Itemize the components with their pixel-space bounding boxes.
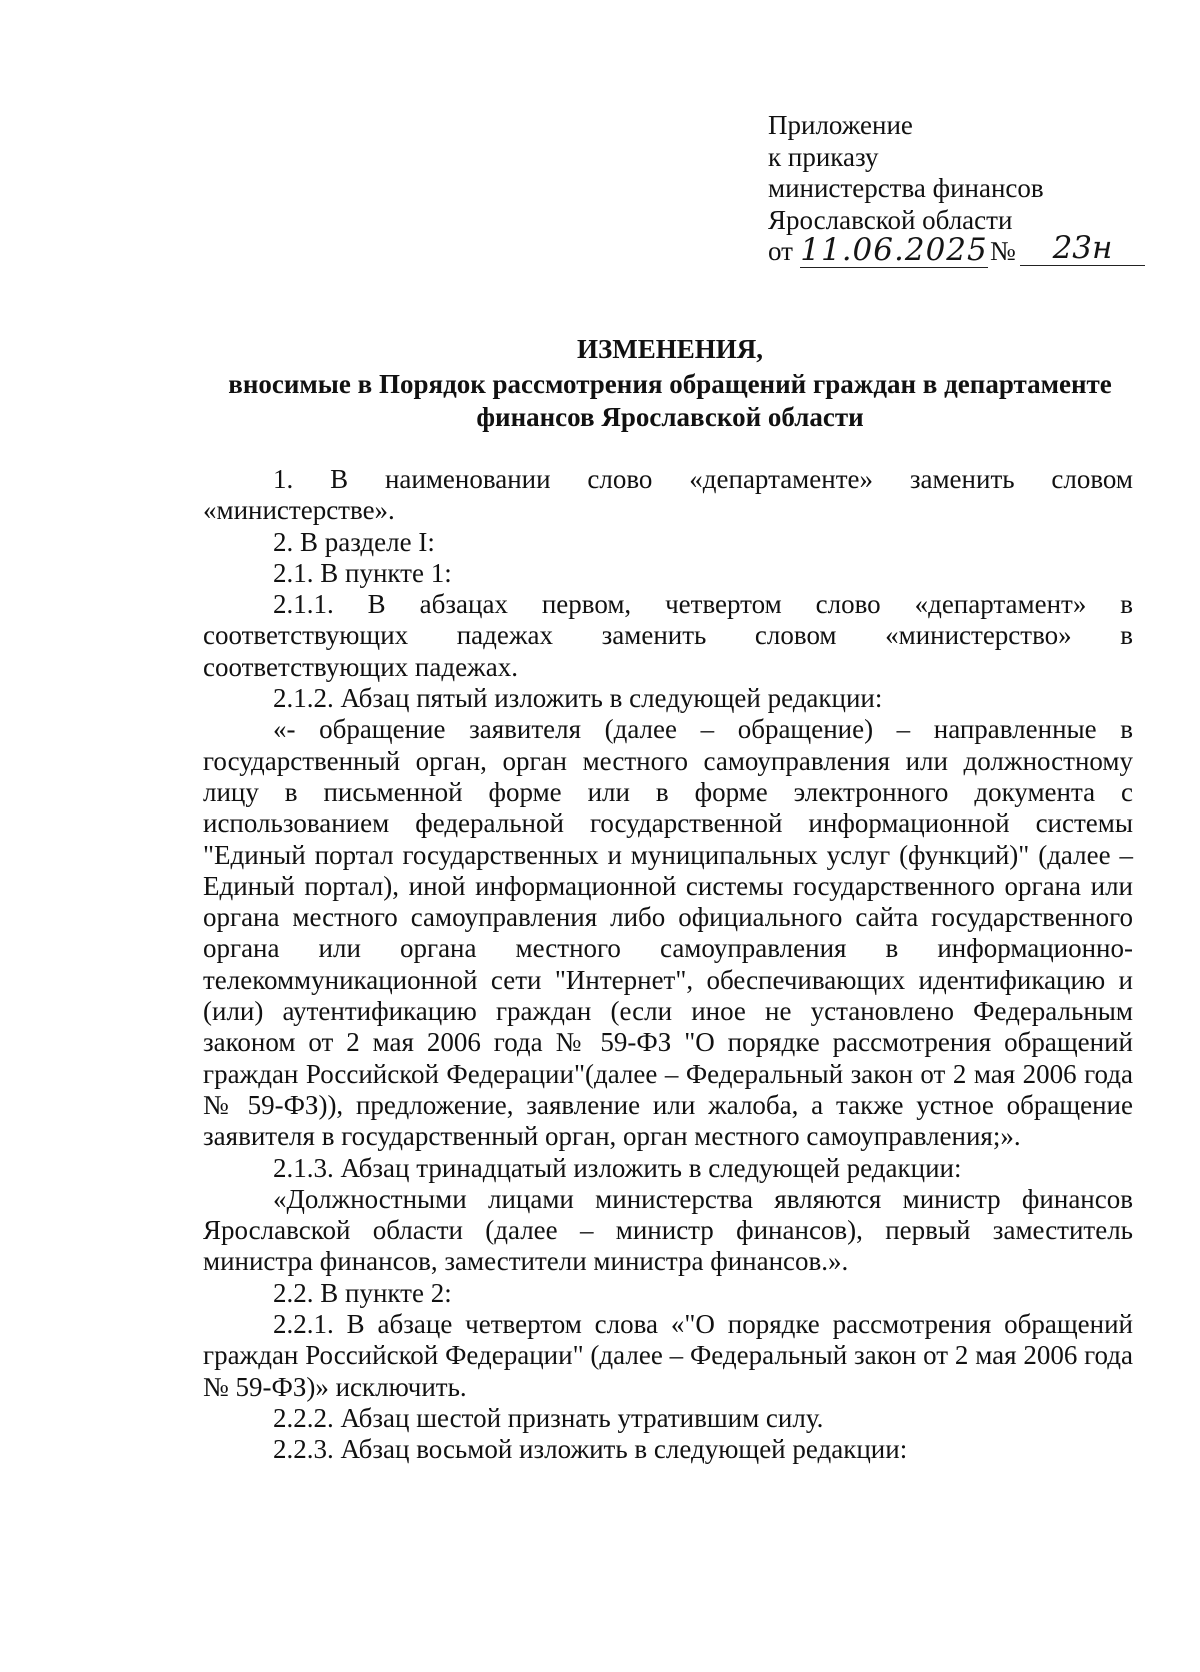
paragraph-7: 2.1.3. Абзац тринадцатый изложить в следующей редакции: — [273, 1152, 962, 1183]
handwritten-order-number: 23н — [1020, 231, 1145, 266]
document-subtitle-line-2: финансов Ярославской области — [476, 402, 864, 432]
appendix-line-3: министерства финансов — [768, 173, 1044, 203]
paragraph-6: «- обращение заявителя (далее – обращение) – направленные в государственный орган, орган местного самоуправления или должностному лицу в письменной форме или в форме электронного документа с использованием федеральной государственной информационной системы "Единый портал государственных и муниципальных услуг (функций)" (далее – Единый портал), иной информационной системы государственного органа или органа местного самоуправления либо официального сайта государственного органа или органа местного самоуправления в информационно-телекоммуникационной сети "Интернет", обеспечивающих идентификацию и (или) аутентификацию граждан (если иное не установлено Федеральным законом от 2 мая 2006 года № 59-ФЗ "О порядке рассмотрения обращений граждан Российской Федерации"(далее – Федеральный закон от 2 мая 2006 года № 59-ФЗ)), предложение, заявление или жалоба, а также устное обращение заявителя в государственный орган, орган местного самоуправления;». — [203, 714, 1133, 1152]
paragraph-2: 2. В разделе I: — [273, 526, 435, 557]
appendix-line-1: Приложение — [768, 110, 913, 140]
number-sign: № — [990, 236, 1016, 266]
handwritten-date: 11.06.2025 — [800, 232, 988, 268]
appendix-header — [768, 110, 1168, 270]
appendix-line-2: к приказу — [768, 141, 879, 172]
paragraph-10: 2.2.1. В абзаце четвертом слова «"О порядке рассмотрения обращений граждан Российской Федерации" (далее – Федеральный закон от 2 мая 2006 года № 59-ФЗ)» исключить. — [203, 1309, 1133, 1402]
paragraph-4: 2.1.1. В абзацах первом, четвертом слово «департамент» в соответствующих падежах заменить словом «министерство» в соответствующих падежах. — [203, 589, 1133, 682]
paragraph-9: 2.2. В пункте 2: — [273, 1277, 452, 1308]
paragraph-5: 2.1.2. Абзац пятый изложить в следующей редакции: — [273, 683, 883, 714]
appendix-line-4: Ярославской области — [768, 204, 1013, 235]
document-body — [203, 464, 1133, 1466]
document-subtitle-line-1: вносимые в Порядок рассмотрения обращений граждан в департаменте — [228, 369, 1112, 399]
paragraph-12: 2.2.3. Абзац восьмой изложить в следующей редакции: — [273, 1434, 908, 1465]
date-prefix: от — [768, 236, 793, 266]
document-title-block — [200, 333, 1140, 434]
paragraph-3: 2.1. В пункте 1: — [273, 557, 452, 588]
paragraph-11: 2.2.2. Абзац шестой признать утратившим силу. — [273, 1402, 824, 1433]
paragraph-8: «Должностными лицами министерства являются министр финансов Ярославской области (далее – министр финансов), первый заместитель министра финансов, заместители министра финансов.». — [203, 1183, 1133, 1277]
order-date-number-line — [768, 230, 1168, 270]
paragraph-1: 1. В наименовании слово «департаменте» заменить словом «министерстве». — [203, 464, 1133, 526]
document-title: ИЗМЕНЕНИЯ, — [576, 334, 763, 364]
